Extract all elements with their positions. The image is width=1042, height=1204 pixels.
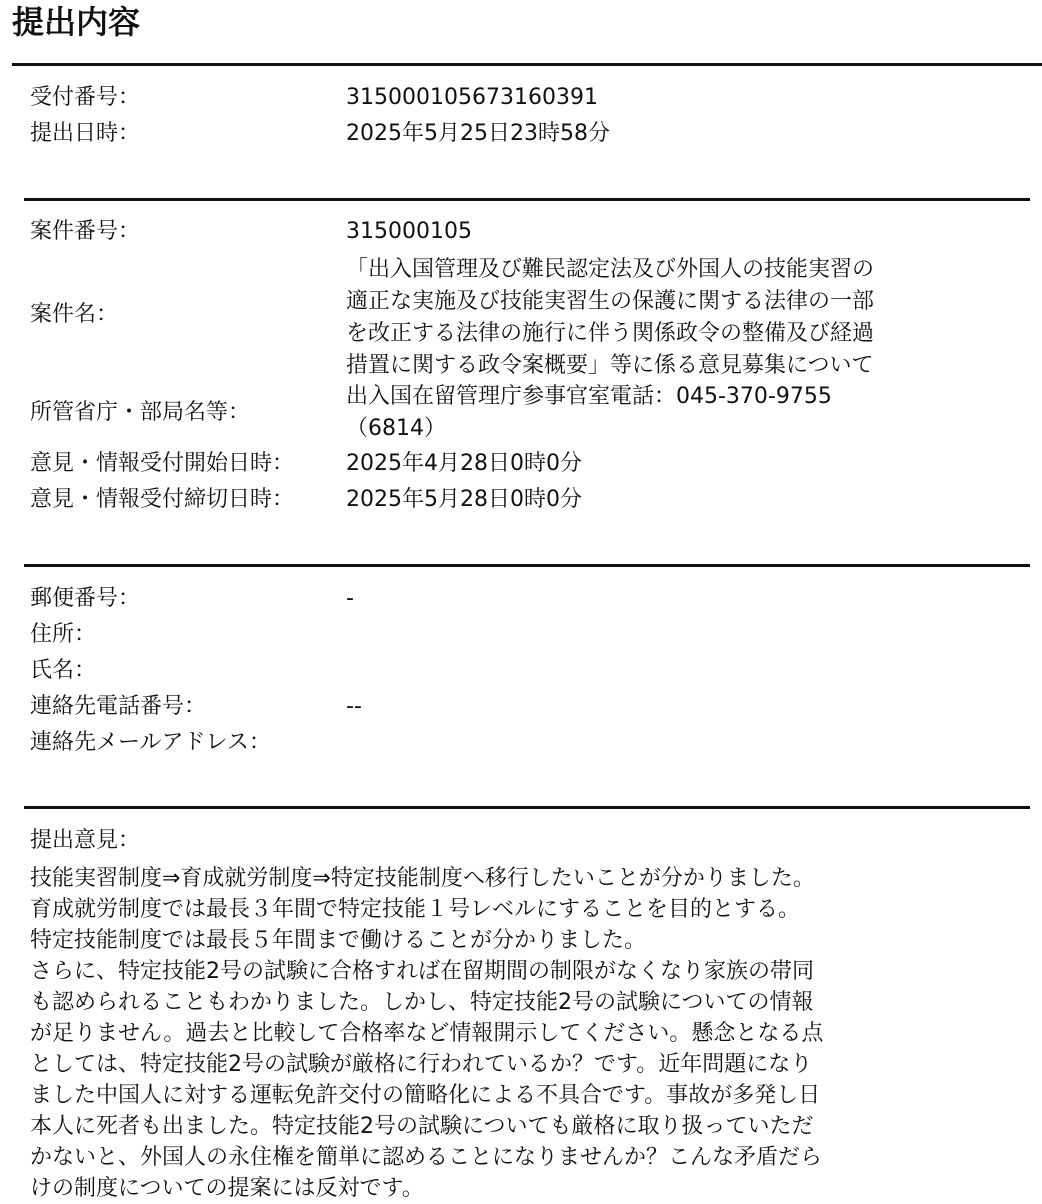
postal-code-label: 郵便番号：: [30, 586, 141, 611]
end-datetime-label: 意見・情報受付締切日時：: [30, 487, 295, 512]
ministry-label: 所管省庁・部局名等：: [30, 400, 251, 425]
submission-datetime-label: 提出日時：: [30, 121, 141, 146]
page-title: 提出内容: [12, 3, 141, 41]
start-datetime-label: 意見・情報受付開始日時：: [30, 451, 295, 476]
opinion-label: 提出意見：: [30, 828, 141, 853]
submission-datetime-value: 2025年5月25日23時58分: [346, 121, 610, 146]
case-name-label: 案件名：: [30, 302, 119, 327]
phone-value: --: [346, 694, 362, 719]
receipt-number-value: 315000105673160391: [346, 85, 598, 110]
start-datetime-value: 2025年4月28日0時0分: [346, 451, 582, 476]
postal-code-value: -: [346, 586, 354, 611]
section-divider: [24, 806, 1030, 809]
email-label: 連絡先メールアドレス：: [30, 730, 271, 755]
ministry-value: 出入国在留管理庁参事官室電話：045-370-9755 （6814）: [346, 384, 832, 441]
opinion-text: 技能実習制度⇒育成就労制度⇒特定技能制度へ移行したいことが分かりました。 育成就労制度では最長３年間で特定技能１号レベルにすることを目的とする。 特定技能制度では最長５年間まで働けることが分かりました。 さらに、特定技能2号の試験に合格すれば在留期間の制限がなくなり家族の帯同 も認められることもわかりました。しかし、特定技能2号の試験についての情報 が足りません。過去と比較して合格率など情報開示してください。懸念となる点 としては、特定技能2号の試験が厳格に行われているか？です。近年問題になり ました中国人に対する運転免許交付の簡略化による不具合です。事故が多発し日 本人に死者も出ました。特定技能2号の試験についても厳格に取り扱っていただ かないと、外国人の永住権を簡単に認めることになりませんか？こんな矛盾だら けの制度についての提案には反対です。: [30, 866, 824, 1201]
name-label: 氏名：: [30, 658, 97, 683]
address-label: 住所：: [30, 622, 97, 647]
section-divider: [24, 198, 1030, 201]
phone-label: 連絡先電話番号：: [30, 694, 207, 719]
case-number-value: 315000105: [346, 219, 472, 244]
case-number-label: 案件番号：: [30, 219, 141, 244]
section-divider: [24, 564, 1030, 567]
section-divider: [12, 63, 1042, 66]
case-name-value: 「出入国管理及び難民認定法及び外国人の技能実習の 適正な実施及び技能実習生の保護に関する法律の一部 を改正する法律の施行に伴う関係政令の整備及び経過 措置に関する政令案概要」等に係る意見募集について: [346, 257, 875, 378]
receipt-number-label: 受付番号：: [30, 85, 141, 110]
end-datetime-value: 2025年5月28日0時0分: [346, 487, 582, 512]
